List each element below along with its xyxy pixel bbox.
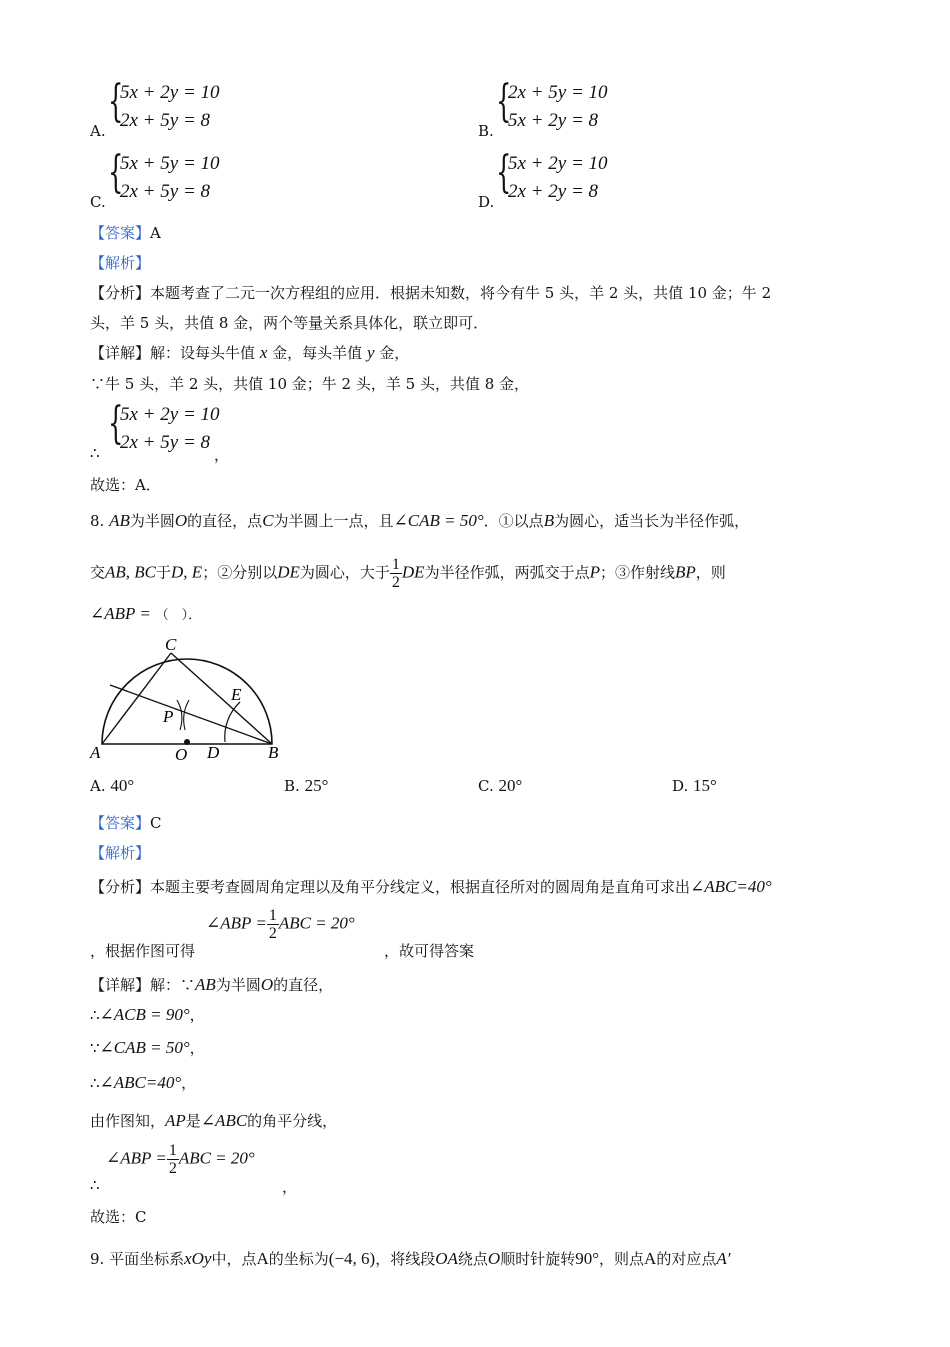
label-d: D — [207, 743, 220, 762]
equation-1: 5x + 5y = 10 — [120, 153, 220, 174]
math: (−4, 6) — [328, 1249, 376, 1268]
numerator: 1 — [391, 556, 400, 573]
label-c: C — [165, 635, 177, 654]
math: ∠ACB = 90° — [99, 1005, 190, 1024]
text: ，则 — [695, 563, 726, 582]
math: ∠ABC=40° — [690, 877, 772, 896]
math: DE — [277, 562, 300, 582]
fenxi-tag: 【分析】 — [90, 284, 151, 302]
step-3 — [90, 1072, 196, 1093]
text: 中，点 — [211, 1250, 257, 1268]
option-label: A. — [90, 777, 106, 795]
q8-choose-line: 故选：C — [90, 1208, 147, 1226]
brace: { — [496, 147, 512, 198]
denominator: 2 — [391, 574, 400, 591]
label-e: E — [231, 685, 242, 704]
denominator: 2 — [168, 1160, 177, 1177]
step-4 — [90, 1110, 337, 1131]
q8-line-1 — [90, 510, 749, 531]
answer-value: A — [150, 224, 161, 242]
symbol: ∵ — [90, 1039, 100, 1057]
math: A — [256, 1249, 269, 1268]
text: ，将线段 — [375, 1250, 436, 1268]
math: AB — [109, 511, 130, 530]
text: 是 — [185, 1112, 201, 1130]
q8-fenxi-formula — [206, 907, 355, 942]
option-d-label: D. — [478, 193, 495, 211]
math: A — [644, 1249, 657, 1268]
fenxi-tag: 【分析】 — [90, 878, 151, 896]
text: ．①以点 — [483, 512, 544, 530]
arc-p1 — [177, 700, 182, 730]
option-a — [90, 776, 134, 796]
math: AP — [165, 1111, 186, 1130]
option-value: 15° — [693, 776, 717, 795]
ray-bp — [110, 685, 272, 744]
xiangjie-line-2: ∵牛 5 头，羊 2 头，共值 10 金；牛 2 头，羊 5 头，共值 8 金， — [90, 375, 530, 393]
step-2 — [90, 1037, 205, 1058]
text: 绕点 — [457, 1250, 488, 1268]
numerator: 1 — [168, 1142, 177, 1159]
q8-line-2 — [90, 556, 726, 591]
math: ABC = 20° — [278, 913, 355, 933]
text: 解：设每头牛值 — [150, 344, 256, 362]
math: ∠ABP = — [90, 604, 151, 623]
q8-fenxi-line-1 — [90, 876, 772, 897]
math: OA — [435, 1249, 458, 1268]
symbol: ∴ — [90, 1006, 100, 1024]
fraction-half — [167, 1142, 179, 1177]
q8-fenxi-line-2b: ，故可得答案 — [384, 942, 475, 960]
arc-p2 — [184, 700, 189, 730]
option-value: 20° — [498, 776, 523, 795]
fenxi-text: 本题考查了二元一次方程组的应用．根据未知数，将今有牛 5 头，羊 2 头，共值 10 金；牛 2 — [150, 284, 772, 302]
step-1 — [90, 1004, 205, 1025]
equation-1: 5x + 2y = 10 — [120, 82, 220, 103]
math: ∠ABP = — [106, 1148, 167, 1168]
text: ；②分别以 — [202, 563, 278, 582]
math: ABC = 20° — [178, 1148, 255, 1168]
fraction-half — [267, 907, 279, 942]
equation-2: 2x + 2y = 8 — [508, 181, 599, 202]
option-a-label: A. — [90, 122, 106, 140]
label-a: A — [90, 743, 101, 762]
q8-fenxi-line-2a: ，根据作图可得 — [90, 942, 196, 960]
answer-tag: 【答案】 — [90, 224, 151, 242]
semicircle-figure — [85, 630, 295, 770]
xiangjie-line-1 — [90, 342, 409, 363]
equation-2: 2x + 5y = 8 — [120, 432, 211, 453]
option-value: 40° — [110, 776, 135, 795]
xiangjie-tag: 【详解】 — [90, 976, 151, 994]
equation-2: 5x + 2y = 8 — [508, 110, 599, 131]
math: ∠ABP = — [206, 913, 267, 933]
option-c — [478, 776, 522, 796]
math: ∠ABC — [200, 1111, 248, 1130]
text: 顺时针旋转 — [500, 1250, 576, 1268]
answer-value: C — [150, 814, 162, 832]
option-c-equation-system — [108, 147, 238, 207]
text: 的坐标为 — [268, 1250, 329, 1268]
text: ， — [189, 1006, 205, 1024]
text: ， — [181, 1074, 197, 1092]
text: 为半圆 — [129, 512, 175, 530]
fenxi-line-2: 头，羊 5 头，共值 8 金，两个等量关系具体化，联立即可． — [90, 314, 489, 332]
chord-ac — [102, 653, 174, 744]
math: ∠CAB = 50° — [393, 511, 484, 530]
step-5-therefore: ∴ — [90, 1176, 100, 1194]
variable-x: x — [259, 343, 268, 362]
brace: { — [108, 398, 124, 449]
step-5-comma: ， — [282, 1178, 298, 1196]
label-p: P — [163, 707, 174, 726]
label-b: B — [268, 743, 279, 762]
text: 为圆心，大于 — [299, 563, 390, 582]
math: O — [260, 975, 274, 994]
math: xOy — [184, 1249, 212, 1268]
math: DE — [401, 562, 425, 582]
option-b — [284, 776, 328, 796]
comma: ， — [214, 446, 230, 464]
math: 90° — [575, 1249, 600, 1268]
q8-answer-line — [90, 812, 162, 833]
math: B — [543, 511, 555, 530]
symbol: ∴ — [90, 1074, 100, 1092]
brace: { — [108, 147, 124, 198]
brace: { — [496, 76, 512, 127]
text: 的直径， — [273, 976, 334, 994]
q8-xiangjie-line-1 — [90, 974, 333, 995]
text: 本题主要考查圆周角定理以及角平分线定义，根据直径所对的圆周角是直角可求出 — [150, 878, 691, 896]
q9-line-1 — [90, 1248, 730, 1269]
option-c-label: C. — [90, 193, 106, 211]
denominator: 2 — [268, 925, 277, 942]
math: D, E — [171, 562, 203, 582]
text: 平面坐标系 — [109, 1250, 185, 1268]
math: O — [174, 511, 188, 530]
text: 金， — [379, 344, 410, 362]
xiangjie-tag: 【详解】 — [90, 344, 151, 362]
option-label: D. — [672, 777, 689, 795]
text: ；③作射线 — [599, 563, 675, 582]
label-o: O — [175, 745, 188, 764]
step-5-formula — [106, 1142, 255, 1177]
q8-line-3 — [90, 604, 201, 624]
math: ∠CAB = 50° — [99, 1038, 190, 1057]
text: 由作图知， — [90, 1112, 166, 1130]
equation-1: 5x + 2y = 10 — [120, 404, 220, 425]
answer-tag: 【答案】 — [90, 814, 151, 832]
text: ， — [189, 1039, 205, 1057]
question-number: 9. — [90, 1250, 105, 1268]
text: ，则点 — [599, 1250, 645, 1268]
math: AB, BC — [105, 562, 157, 582]
math: AB — [195, 975, 216, 994]
analysis-tag: 【解析】 — [90, 254, 151, 272]
text: 为半圆上一点，且 — [273, 512, 394, 530]
equation-2: 2x + 5y = 8 — [120, 110, 211, 131]
fenxi-line-1 — [90, 282, 771, 303]
text: 的角平分线， — [247, 1112, 338, 1130]
equation-1: 5x + 2y = 10 — [508, 153, 608, 174]
equation-1: 2x + 5y = 10 — [508, 82, 608, 103]
equation-2: 2x + 5y = 8 — [120, 181, 211, 202]
numerator: 1 — [268, 907, 277, 924]
text: 解：∵ — [150, 976, 196, 994]
therefore-symbol: ∴ — [90, 444, 100, 462]
math: C — [262, 511, 274, 530]
option-label: C. — [478, 777, 494, 795]
option-b-label: B. — [478, 122, 494, 140]
text: 的直径，点 — [187, 512, 263, 530]
math: O — [487, 1249, 501, 1268]
choose-line: 故选：A． — [90, 476, 161, 494]
option-a-equation-system — [108, 76, 238, 136]
math: ∠ABC=40° — [99, 1073, 182, 1092]
option-d — [672, 776, 717, 796]
math: A′ — [716, 1249, 731, 1268]
q8-analysis-tag: 【解析】 — [90, 844, 151, 862]
text: 交 — [90, 563, 106, 582]
text: 的对应点 — [656, 1250, 717, 1268]
answer-blank: （ ）． — [155, 608, 202, 623]
option-label: B. — [284, 777, 300, 795]
option-d-equation-system — [496, 147, 626, 207]
math: P — [589, 562, 600, 582]
fraction-half — [390, 556, 402, 591]
brace: { — [108, 76, 124, 127]
text: 为半径作弧，两弧交于点 — [424, 563, 590, 582]
text: 金，每头羊值 — [272, 344, 363, 362]
math: BP — [675, 562, 696, 582]
semicircle — [102, 659, 272, 744]
variable-y: y — [366, 343, 375, 362]
option-value: 25° — [304, 776, 329, 795]
text: 为半圆 — [215, 976, 261, 994]
text: 为圆心，适当长为半径作弧， — [554, 512, 750, 530]
text: 于 — [156, 563, 172, 582]
question-number: 8. — [90, 512, 105, 530]
option-b-equation-system — [496, 76, 626, 136]
answer-line — [90, 222, 161, 243]
